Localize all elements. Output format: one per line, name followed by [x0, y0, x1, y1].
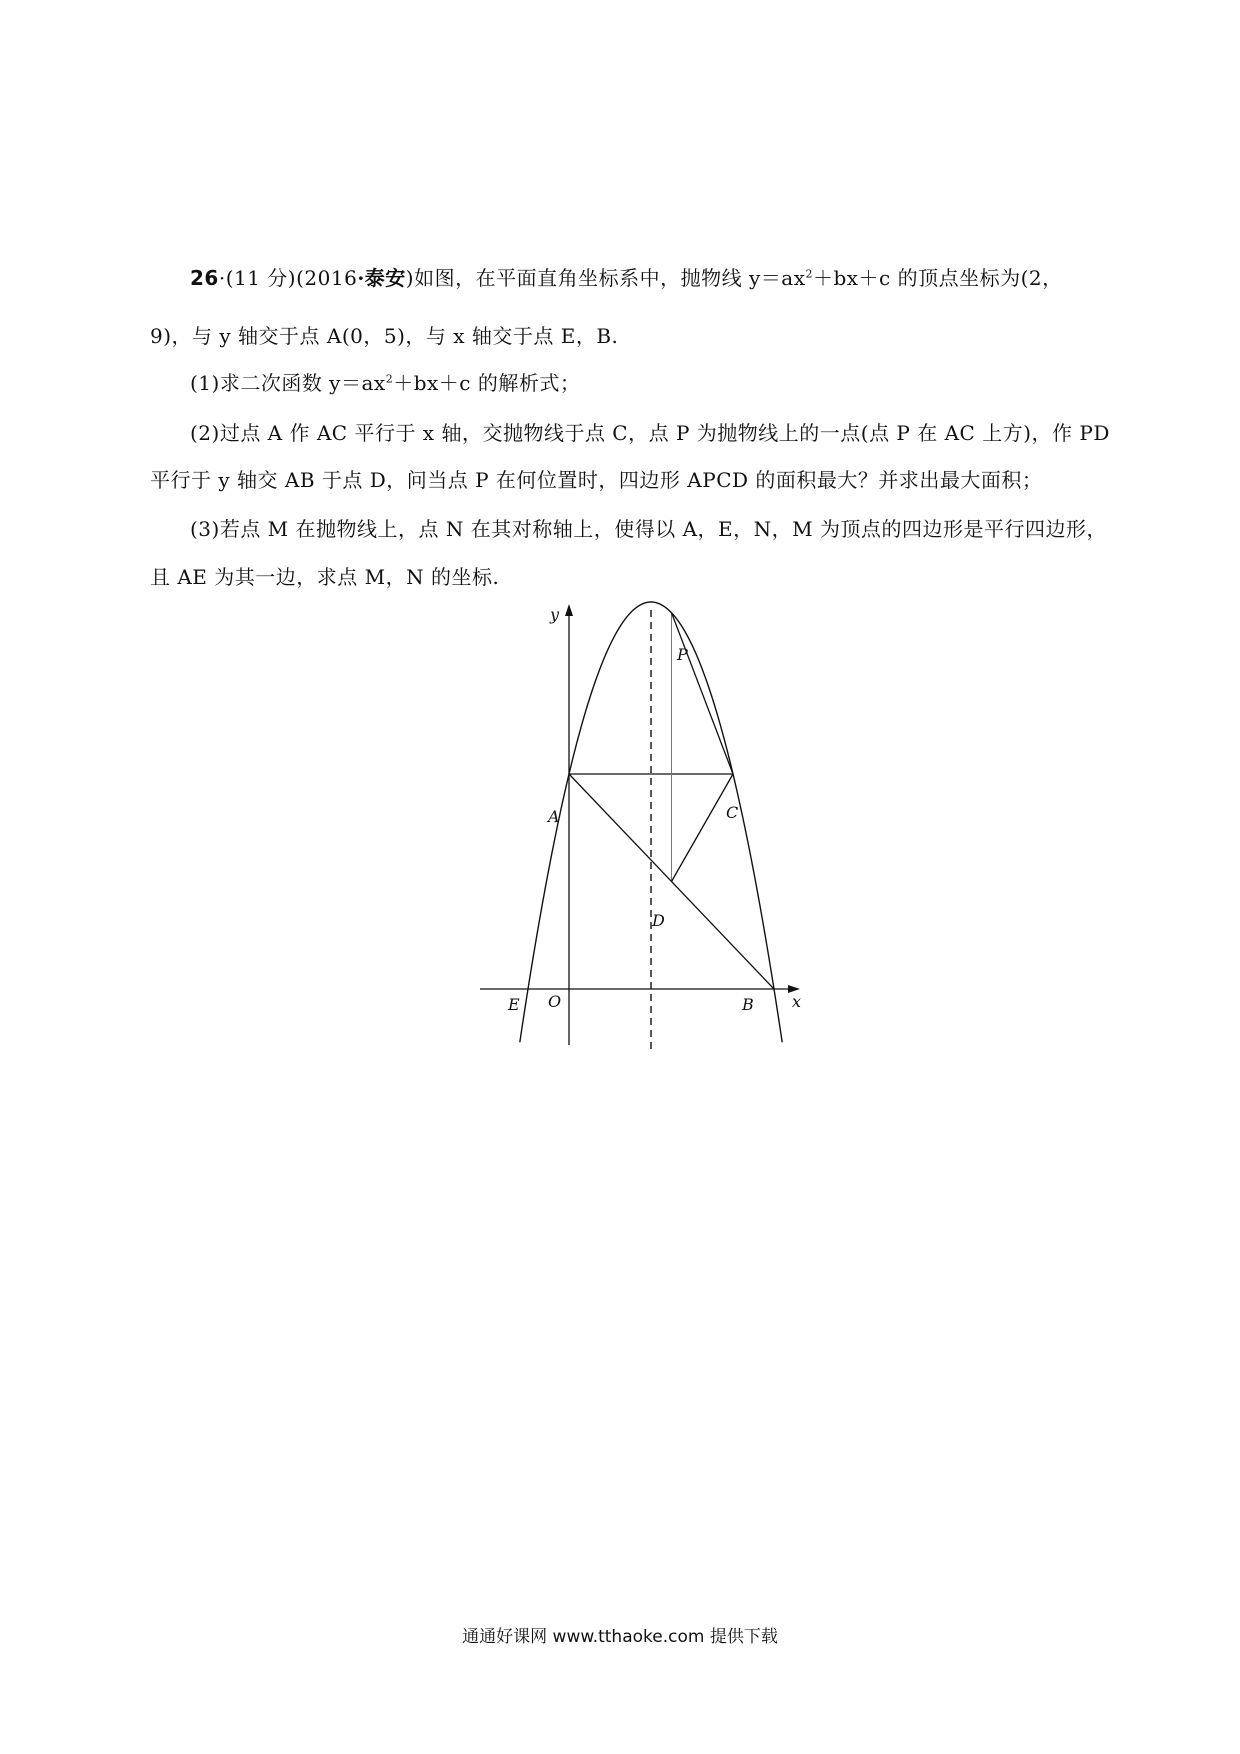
problem-points: ·(11 分) — [218, 266, 297, 290]
question-2-line-2: 平行于 y 轴交 AB 于点 D，问当点 P 在何位置时，四边形 APCD 的面积最大？并求出最大面积； — [150, 468, 1043, 492]
label-A: A — [548, 807, 560, 826]
segment-CD — [672, 774, 734, 882]
label-C: C — [726, 803, 739, 822]
label-B: B — [742, 995, 754, 1014]
problem-source-close: ) — [405, 266, 415, 290]
label-y: y — [550, 605, 560, 624]
y-axis-arrow — [565, 604, 573, 616]
question-2-line-1: (2)过点 A 作 AC 平行于 x 轴，交抛物线于点 C，点 P 为抛物线上的一点(点 P 在 AC 上方)，作 PD — [190, 421, 1110, 445]
segment-PC — [672, 613, 734, 774]
question-3-line-2: 且 AE 为其一边，求点 M，N 的坐标. — [150, 565, 500, 589]
q1-exponent: 2 — [385, 372, 394, 386]
problem-line-1 — [190, 264, 1063, 292]
label-E: E — [508, 995, 520, 1014]
stem-text-a: 如图，在平面直角坐标系中，抛物线 y＝ax — [414, 266, 806, 290]
exponent: 2 — [805, 267, 813, 281]
problem-line-2: 9)，与 y 轴交于点 A(0，5)，与 x 轴交于点 E，B. — [150, 324, 619, 348]
problem-source-place: 泰安 — [364, 266, 406, 290]
footer: 通通好课网 www.tthaoke.com 提供下载 — [462, 1627, 778, 1647]
stem-text-b: ＋bx＋c 的顶点坐标为(2， — [812, 266, 1063, 290]
label-P: P — [677, 645, 688, 664]
question-1 — [190, 369, 580, 397]
q1-text-b: ＋bx＋c 的解析式； — [393, 371, 581, 395]
q1-text-a: (1)求二次函数 y＝ax — [190, 371, 386, 395]
parabola-figure — [470, 600, 810, 1060]
problem-source-open: (2016 — [296, 266, 358, 290]
label-O: O — [548, 992, 562, 1011]
problem-source-dot: · — [357, 266, 365, 290]
question-3-line-1: (3)若点 M 在抛物线上，点 N 在其对称轴上，使得以 A，E，N，M 为顶点的四边形是平行四边形， — [190, 517, 1107, 541]
problem-number: 26 — [190, 266, 219, 290]
label-x: x — [792, 992, 802, 1011]
label-D: D — [652, 911, 665, 930]
